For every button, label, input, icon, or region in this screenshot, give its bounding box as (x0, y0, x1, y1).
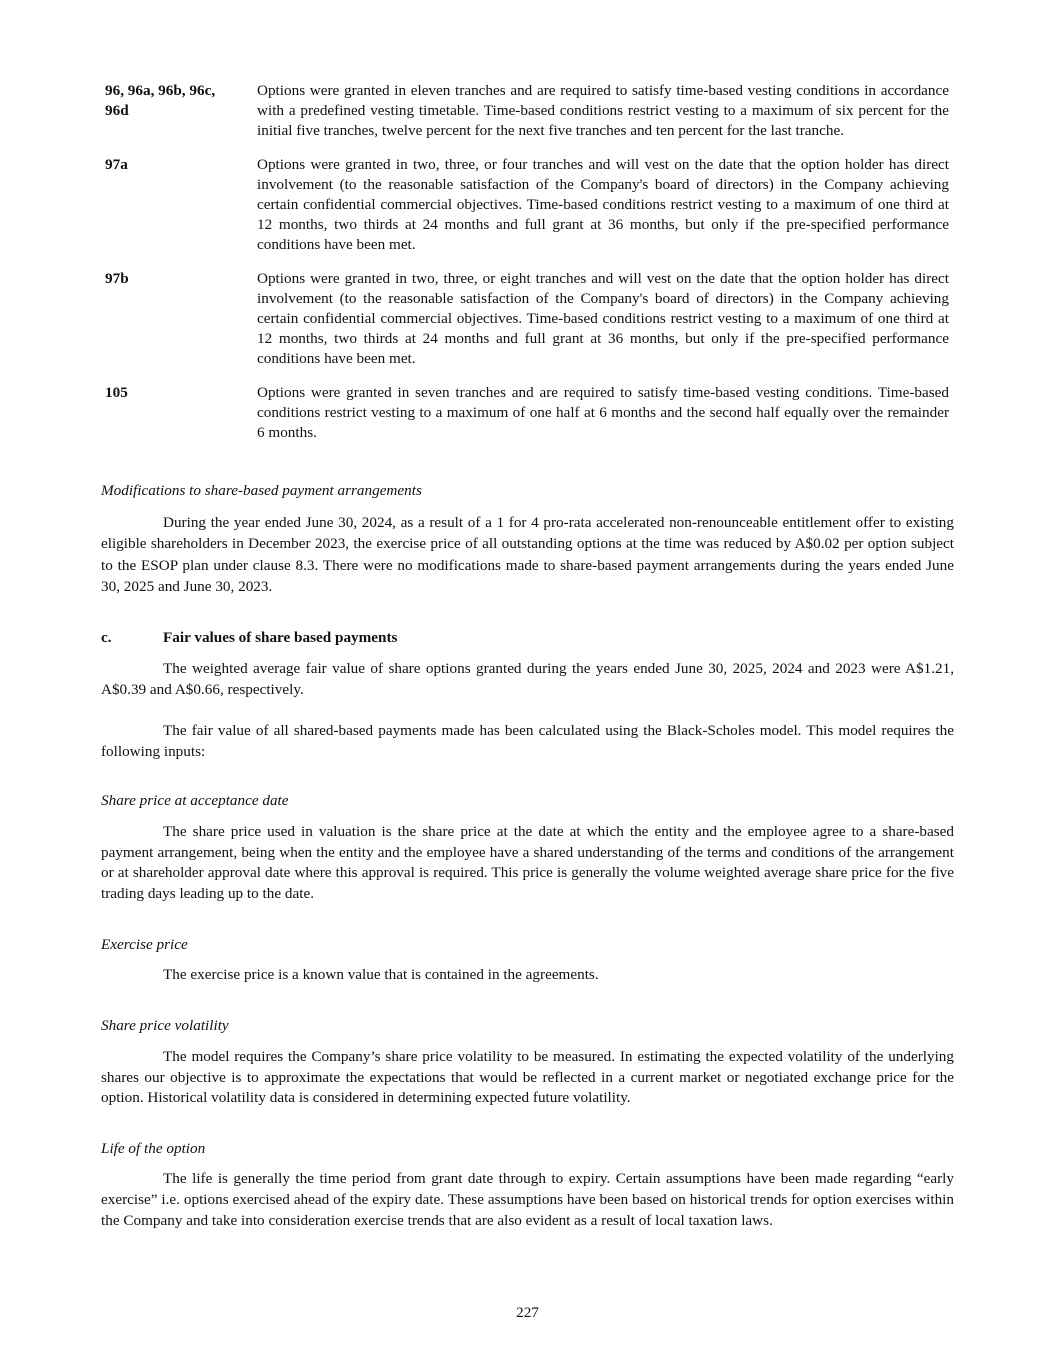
tranche-key: 105 (105, 384, 128, 402)
exercise-price-paragraph: The exercise price is a known value that is contained in the agreements. (163, 966, 599, 984)
share-price-section (101, 791, 954, 904)
tranche-row (101, 383, 954, 442)
volatility-section (101, 1016, 954, 1109)
tranche-description: Options were granted in two, three, or eight tranches and will vest on the date that the option holder has direct involvement (to the reasonable satisfaction of the Company's board of directors) in the Company achieving certain confidential commercial objectives. Time-based conditions restrict vesting to a maximum of one third at 12 months, two thirds at 24 months and full grant at 36 months, but only if the pre-specified performance conditions have been met. (257, 270, 949, 367)
exercise-price-heading: Exercise price (101, 935, 188, 953)
share-price-heading: Share price at acceptance date (101, 792, 289, 810)
exercise-price-section (101, 935, 954, 986)
volatility-paragraph: The model requires the Company’s share price volatility to be measured. In estimating the expected volatility of the underlying shares our objective is to approximate the expectations that would be reflected in a current market or negotiated exchange price for the option. Historical volatility data is considered in determining expected future volatility. (101, 1047, 954, 1107)
modifications-paragraph: During the year ended June 30, 2024, as a result of a 1 for 4 pro-rata accelerated non-renounceable entitlement offer to existing eligible shareholders in December 2023, the exercise price of all outstanding options at the time was reduced by A$0.02 per option subject to the ESOP plan under clause 8.3. There were no modifications made to share-based payment arrangements during the years ended June 30, 2025 and June 30, 2023. (101, 513, 954, 596)
modifications-heading: Modifications to share-based payment arrangements (101, 481, 422, 499)
tranche-row (101, 155, 954, 254)
life-section (101, 1139, 954, 1232)
life-heading: Life of the option (101, 1139, 206, 1157)
fair-values-paragraph-1: The weighted average fair value of share options granted during the years ended June 30, 2025, 2024 and 2023 were A$1.21, A$0.39 and A$0.66, respectively. (101, 660, 954, 699)
fair-values-paragraph-2: The fair value of all shared-based payments made has been calculated using the Black-Scholes model. This model requires the following inputs: (101, 722, 954, 761)
tranche-row (101, 81, 954, 140)
tranche-description: Options were granted in eleven tranches and are required to satisfy time-based vesting conditions in accordance with a predefined vesting timetable. Time-based conditions restrict vesting to a maximum of six percent for the initial five tranches, twelve percent for the next five tranches and ten percent for the last tranche. (257, 82, 949, 139)
section-letter: c. (101, 628, 112, 646)
tranche-key: 97a (105, 156, 128, 174)
tranche-table (101, 81, 954, 443)
share-price-paragraph: The share price used in valuation is the share price at the date at which the entity and the employee agree to a share-based payment arrangement, being when the entity and the employee have a shared understanding of the terms and conditions of the arrangement or at shareholder approval date where this approval is required. This price is generally the volume weighted average share price for the five trading days leading up to the date. (101, 823, 954, 902)
fair-values-heading (101, 628, 954, 648)
tranche-description: Options were granted in two, three, or four tranches and will vest on the date that the option holder has direct involvement (to the reasonable satisfaction of the Company's board of directors) in the Company achieving certain confidential commercial objectives. Time-based conditions restrict vesting to a maximum of one third at 12 months, two thirds at 24 months and full grant at 36 months, but only if the pre-specified performance conditions have been met. (257, 156, 949, 253)
tranche-description: Options were granted in seven tranches and are required to satisfy time-based vesting conditions. Time-based conditions restrict vesting to a maximum of one half at 6 months and the second half equally over the remainder 6 months. (257, 384, 949, 441)
tranche-row (101, 269, 954, 368)
life-paragraph: The life is generally the time period from grant date through to expiry. Certain assumptions have been made regarding “early exercise” i.e. options exercised ahead of the expiry date. These assumptions have been based on historical trends for option exercises within the Company and take into consideration exercise trends that are also evident as a result of local taxation laws. (101, 1170, 954, 1229)
tranche-key: 96, 96a, 96b, 96c, 96d (105, 82, 216, 119)
document-page (101, 81, 954, 1231)
tranche-key: 97b (105, 270, 129, 288)
fair-values-section (101, 628, 954, 763)
section-title: Fair values of share based payments (163, 628, 398, 646)
modifications-section (101, 481, 954, 598)
page-number: 227 (516, 1304, 539, 1321)
volatility-heading: Share price volatility (101, 1017, 229, 1035)
